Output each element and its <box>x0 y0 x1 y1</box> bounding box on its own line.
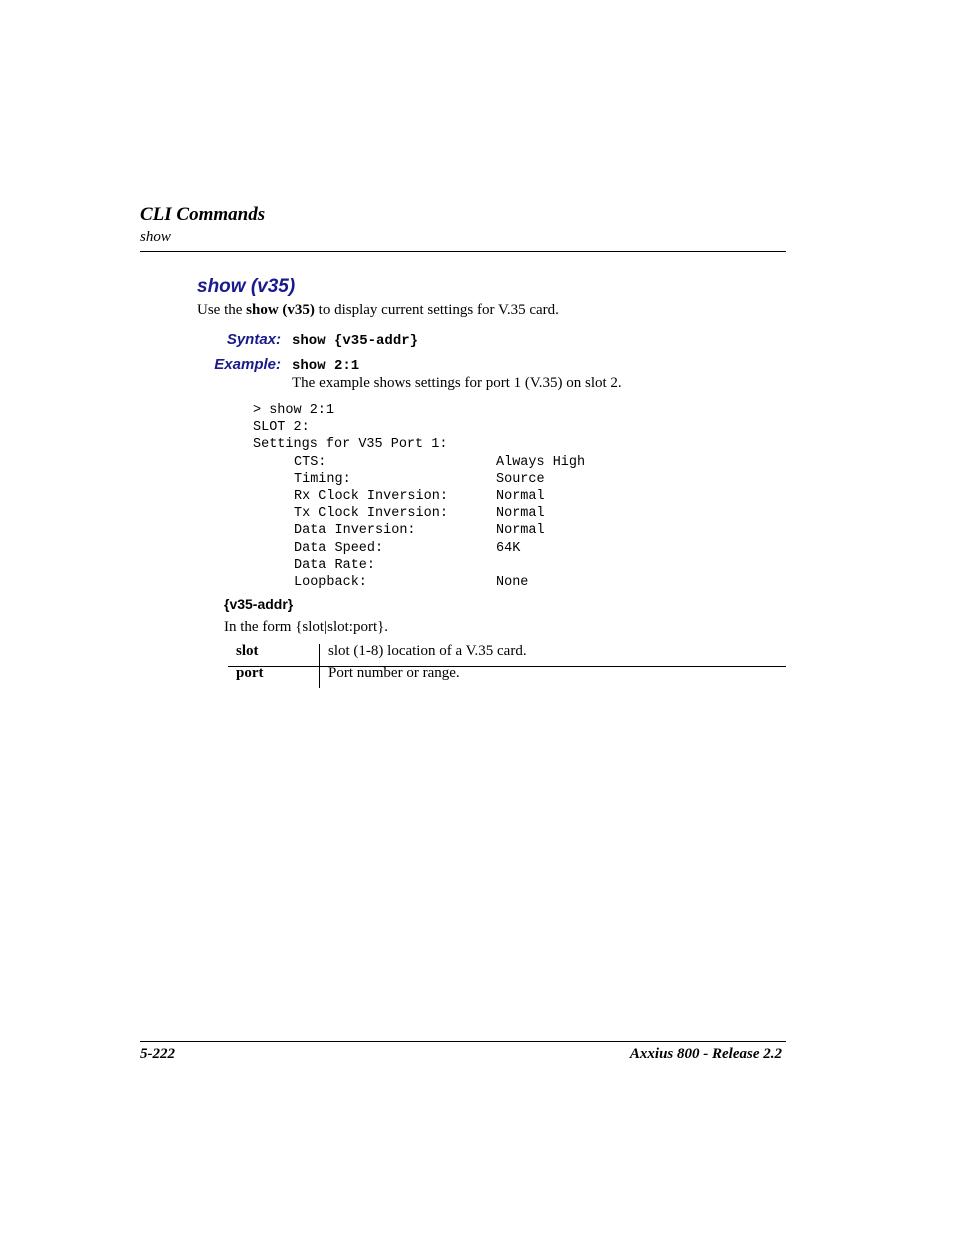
output-settings-text: Settings for V35 Port 1: <box>253 437 448 453</box>
footer-product: Axxius 800 - Release 2.2 <box>629 1046 782 1062</box>
syntax-label: Syntax: <box>226 331 281 348</box>
intro-text-after: to display current settings for V.35 card. <box>314 302 559 318</box>
param-table-value-slot: slot (1-8) location of a V.35 card. <box>328 643 527 659</box>
output-row-value: 64K <box>496 540 521 556</box>
example-label: Example: <box>214 356 281 373</box>
example-description: The example shows settings for port 1 (V.35) on slot 2. <box>292 375 622 391</box>
output-row-key: Data Speed: <box>294 540 384 556</box>
output-row-value: Source <box>496 471 545 487</box>
output-row-key: Data Inversion: <box>294 523 416 539</box>
example-command: show 2:1 <box>292 358 360 374</box>
output-row-key: Timing: <box>294 471 351 487</box>
param-table-row-divider <box>228 666 786 667</box>
param-table-key-port: port <box>236 665 264 681</box>
output-row-key: Data Rate: <box>294 557 376 573</box>
output-row-value: Normal <box>496 488 545 504</box>
parameter-heading: {v35-addr} <box>224 596 294 612</box>
syntax-command: show {v35-addr} <box>292 333 419 349</box>
param-table-key-slot: slot <box>236 643 259 659</box>
footer-rule <box>140 1041 786 1042</box>
output-row-value: Normal <box>496 523 545 539</box>
output-row-value: Always High <box>496 454 586 470</box>
param-table-value-port: Port number or range. <box>328 665 460 681</box>
intro-paragraph <box>197 302 559 319</box>
output-row-key: Rx Clock Inversion: <box>294 488 448 504</box>
output-row-key: Tx Clock Inversion: <box>294 506 448 522</box>
output-row-value: None <box>496 574 529 590</box>
section-title: show (v35) <box>197 276 296 297</box>
intro-command-name: show (v35) <box>246 302 315 318</box>
output-row-value: Normal <box>496 506 545 522</box>
running-header-subtitle: show <box>140 229 171 245</box>
output-row-key: CTS: <box>294 454 327 470</box>
page-number: 5-222 <box>140 1046 175 1062</box>
parameter-form: In the form {slot|slot:port}. <box>224 619 389 635</box>
output-row-key: Loopback: <box>294 574 367 590</box>
header-rule <box>140 251 786 252</box>
param-table-column-divider <box>319 644 320 688</box>
output-prompt-text: > show 2:1 <box>253 403 335 418</box>
intro-text-before: Use the <box>197 302 247 318</box>
output-slot-text: SLOT 2: <box>253 420 310 436</box>
running-header-title: CLI Commands <box>140 204 266 225</box>
